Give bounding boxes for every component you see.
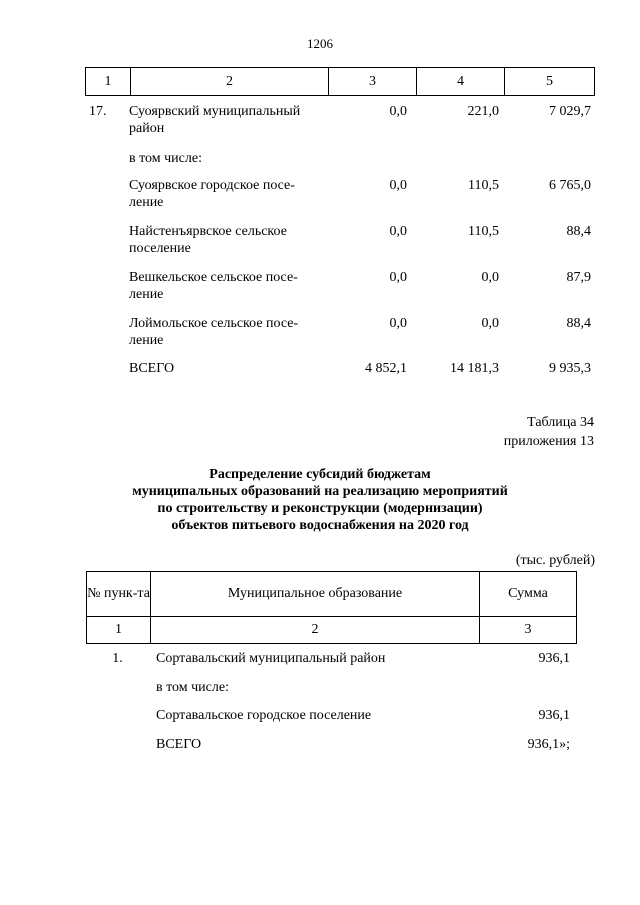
amount-value: 936,1 bbox=[538, 651, 570, 666]
value-col4: 110,5 bbox=[468, 224, 499, 239]
table-reference-line: приложения 13 bbox=[503, 434, 594, 449]
municipality-name: Найстенъярвское сельское поселение bbox=[129, 224, 287, 256]
table1-header-cell: 4 bbox=[416, 68, 504, 95]
municipality-name: в том числе: bbox=[156, 680, 229, 695]
table-reference bbox=[504, 413, 594, 451]
table2-header-cell: Сумма bbox=[479, 572, 576, 616]
table1-header-cell: 3 bbox=[328, 68, 416, 95]
municipality-name: Суоярвское городское посе-ление bbox=[129, 178, 295, 210]
table2-header-cell: № пунк-та bbox=[87, 586, 150, 601]
amount-value: 936,1 bbox=[538, 708, 570, 723]
value-col3: 0,0 bbox=[389, 316, 407, 331]
value-col5: 7 029,7 bbox=[549, 104, 591, 119]
total-label: ВСЕГО bbox=[156, 737, 202, 752]
municipality-name: Вешкельское сельское посе-ление bbox=[129, 270, 298, 302]
table-reference-line: Таблица 34 bbox=[527, 415, 594, 430]
municipality-name: Лоймольское сельское посе-ление bbox=[129, 316, 299, 348]
table2-numbering-cell: 2 bbox=[150, 617, 479, 643]
value-col4: 221,0 bbox=[467, 104, 499, 119]
table2-header bbox=[86, 571, 577, 617]
municipality-name: Сортавальское городское поселение bbox=[156, 708, 372, 723]
title-line: Распределение субсидий бюджетам bbox=[209, 467, 431, 482]
municipality-name: Суоярвский муниципальный район bbox=[129, 104, 301, 136]
table1-header-cell: 2 bbox=[130, 68, 328, 95]
title-line: по строительству и реконструкции (модернизации) bbox=[157, 501, 483, 516]
table2-header-cell: Муниципальное образование bbox=[150, 572, 479, 616]
value-col5: 9 935,3 bbox=[549, 361, 591, 376]
amount-value: 936,1»; bbox=[527, 737, 570, 752]
municipality-name: в том числе: bbox=[129, 151, 202, 166]
table1-header-cell: 5 bbox=[504, 68, 594, 95]
title-line: муниципальных образований на реализацию мероприятий bbox=[132, 484, 508, 499]
value-col3: 0,0 bbox=[389, 178, 407, 193]
value-col5: 88,4 bbox=[566, 316, 591, 331]
value-col4: 14 181,3 bbox=[450, 361, 499, 376]
page-number: 1206 bbox=[307, 36, 333, 51]
value-col3: 0,0 bbox=[389, 270, 407, 285]
total-label: ВСЕГО bbox=[129, 361, 175, 376]
value-col5: 6 765,0 bbox=[549, 178, 591, 193]
value-col4: 0,0 bbox=[481, 270, 499, 285]
value-col3: 0,0 bbox=[389, 104, 407, 119]
title-line: объектов питьевого водоснабжения на 2020 год bbox=[171, 518, 469, 533]
table1-header-cell: 1 bbox=[104, 73, 112, 89]
row-number: 1. bbox=[112, 651, 123, 666]
municipality-name: Сортавальский муниципальный район bbox=[156, 651, 386, 666]
value-col4: 0,0 bbox=[481, 316, 499, 331]
unit-label: (тыс. рублей) bbox=[515, 553, 595, 568]
value-col5: 87,9 bbox=[566, 270, 591, 285]
value-col3: 0,0 bbox=[389, 224, 407, 239]
table2-numbering-cell: 3 bbox=[479, 617, 576, 643]
table2-numbering-cell: 1 bbox=[115, 622, 122, 637]
table1-header bbox=[85, 67, 595, 96]
value-col4: 110,5 bbox=[468, 178, 499, 193]
document-title bbox=[0, 466, 640, 534]
value-col5: 88,4 bbox=[566, 224, 591, 239]
table2-numbering-row bbox=[86, 616, 577, 644]
row-number: 17. bbox=[89, 104, 107, 119]
value-col3: 4 852,1 bbox=[365, 361, 407, 376]
